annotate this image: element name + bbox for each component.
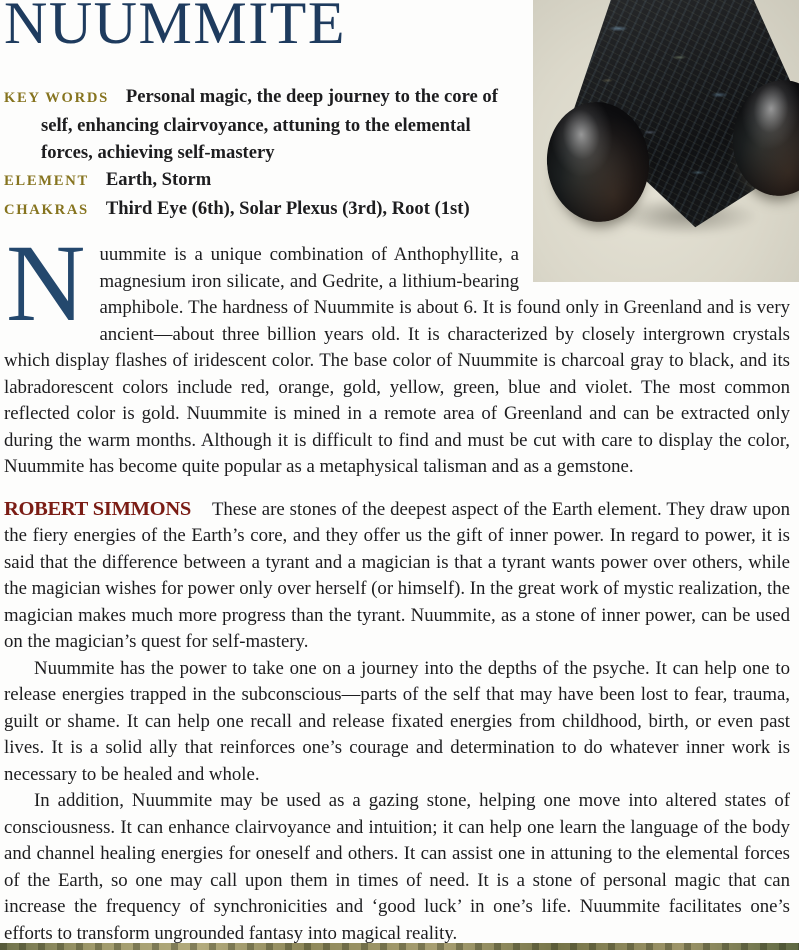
keywords-value: Personal magic, the deep journey to the core of self, enhancing clairvoyance, attuning to the elemental forces, achieving self-mastery	[41, 86, 498, 163]
nuummite-photo	[533, 0, 799, 282]
bottom-photo-strip	[0, 943, 799, 950]
robert-simmons-text: These are stones of the deepest aspect of the Earth element. They draw upon the fiery energies of the Earth’s core, and they offer us the gift of inner power. In regard to power, it is said that the difference between a tyrant and a magician is that a tyrant wants power over others, while the magician wishes for power only over herself (or himself). In the great work of mystic realization, the magician makes much more progress than the tyrant. Nuummite, as a stone of inner power, can be used on the magician’s quest for self-mastery.	[4, 498, 791, 652]
drop-cap: N	[6, 222, 86, 344]
robert-simmons-label: ROBERT SIMMONS	[4, 497, 191, 520]
chakras-value: Third Eye (6th), Solar Plexus (3rd), Root (1st)	[105, 198, 470, 219]
body-paragraph-2: Nuummite has the power to take one on a journey into the depths of the psyche. It can help one to release energies trapped in the subconscious—parts of the self that may have been lost to fear, trauma, guilt or shame. It can help one recall and release fixated energies from childhood, birth, or even past lives. It is a solid ally that reinforces one’s courage and determination to do whatever inner work is necessary to be healed and whole.	[4, 657, 790, 785]
element-value: Earth, Storm	[105, 169, 212, 190]
intro-text: uummite is a unique combination of Anthophyllite, a magnesium iron silicate, and Gedrite, a lithium-bearing amphibole. The hardness of Nuummite is about 6. It is found only in Greenland and is very ancient—about three billion years old. It is characterized by closely intergrown crystals which display flashes of iridescent color. The base color of Nuummite is charcoal gray to black, and its labradorescent colors include red, orange, gold, yellow, green, blue and violet. The most common reflected color is gold. Nuummite is mined in a remote area of Greenland and can be extracted only during the warm months. Although it is difficult to find and must be cut with care to display the color, Nuummite has become quite popular as a metaphysical talisman and as a gemstone.	[4, 244, 790, 477]
keywords-label: KEY WORDS	[4, 90, 109, 106]
robert-simmons-paragraph	[4, 496, 790, 656]
chakras-label: CHAKRAS	[4, 202, 89, 218]
body-paragraph-3: In addition, Nuummite may be used as a gazing stone, helping one move into altered states of consciousness. It can enhance clairvoyance and intuition; it can help one learn the language of the body and channel healing energies for oneself and others. It can assist one in attuning to the elemental forces of the Earth, so one may call upon them in times of need. It is a stone of personal magic that can increase the frequency of synchronicities and ‘good luck’ in one’s life. Nuummite facilitates one’s efforts to transform ungrounded fantasy into magical reality.	[4, 790, 790, 944]
page-title: NUUMMITE	[4, 0, 346, 56]
element-label: ELEMENT	[4, 173, 89, 189]
